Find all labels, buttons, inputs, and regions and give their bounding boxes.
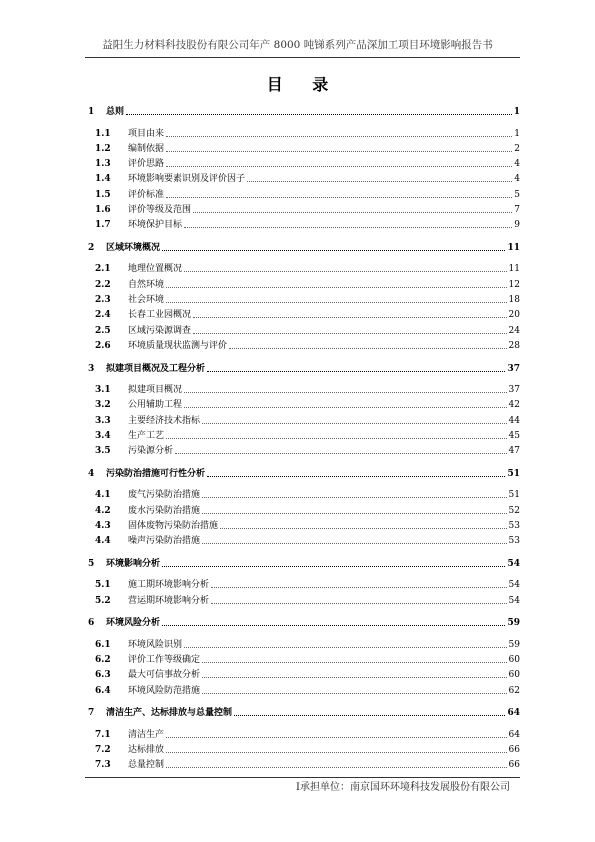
page-footer — [296, 781, 510, 795]
toc-dot-leader — [166, 136, 512, 137]
toc-page-number: 47 — [508, 446, 520, 457]
table-of-contents — [85, 103, 520, 771]
toc-section-row — [85, 155, 520, 170]
toc-section-number: 3.3 — [95, 415, 111, 426]
toc-dot-leader — [202, 513, 507, 514]
toc-section-title: 评价等级及范围 — [128, 205, 192, 216]
toc-page-number: 62 — [508, 685, 520, 696]
toc-page-number: 60 — [508, 655, 520, 665]
toc-chapter-number: 1 — [88, 107, 95, 118]
toc-section-row — [85, 442, 520, 457]
toc-page-number: 51 — [508, 490, 520, 501]
toc-section-title: 施工期环境影响分析 — [128, 580, 210, 591]
toc-dot-leader — [184, 407, 507, 408]
toc-page-number: 45 — [508, 430, 520, 441]
toc-dot-leader — [202, 693, 507, 694]
toc-dot-leader — [184, 227, 512, 228]
toc-chapter-row — [85, 465, 520, 480]
toc-section-title: 清洁生产 — [128, 729, 165, 740]
toc-page-number: 64 — [508, 729, 520, 740]
toc-page-number: 52 — [508, 505, 520, 516]
toc-page-number: 9 — [514, 220, 520, 231]
toc-section-number: 6.4 — [95, 685, 111, 696]
toc-section-number: 7.3 — [95, 760, 111, 771]
toc-section-number: 3.1 — [95, 385, 111, 396]
toc-section-row — [85, 396, 520, 411]
toc-section-number: 2.3 — [95, 295, 111, 306]
toc-dot-leader — [207, 476, 505, 477]
toc-dot-leader — [166, 767, 507, 768]
toc-section-row — [85, 576, 520, 591]
toc-dot-leader — [247, 181, 512, 182]
toc-section-row — [85, 591, 520, 606]
toc-page-number: 42 — [508, 400, 520, 411]
toc-section-title: 社会环境 — [128, 295, 165, 306]
toc-section-row — [85, 635, 520, 650]
toc-dot-leader — [175, 453, 507, 454]
toc-chapter-title: 区域环境概况 — [106, 243, 161, 254]
toc-dot-leader — [184, 647, 507, 648]
toc-section-title: 生产工艺 — [128, 430, 165, 441]
toc-section-number: 3.4 — [95, 430, 111, 441]
page-number-label: I — [296, 782, 300, 793]
toc-section-row — [85, 201, 520, 216]
toc-page-number: 66 — [508, 760, 520, 771]
toc-page-number: 44 — [508, 415, 520, 426]
toc-dot-leader — [220, 528, 507, 529]
toc-dot-leader — [202, 662, 507, 663]
toc-chapter-row — [85, 704, 520, 719]
toc-section-title: 总量控制 — [128, 760, 165, 771]
toc-page-number: 60 — [508, 670, 520, 681]
toc-page-number: 11 — [508, 264, 520, 275]
toc-chapter-row — [85, 359, 520, 374]
toc-page-number: 20 — [508, 310, 520, 321]
toc-section-title: 污染源分析 — [128, 446, 174, 457]
toc-heading: 目 录 — [266, 75, 341, 94]
toc-section-row — [85, 170, 520, 185]
toc-chapter-title: 环境影响分析 — [106, 559, 161, 570]
toc-section-row — [85, 725, 520, 740]
toc-section-row — [85, 306, 520, 321]
toc-section-title: 自然环境 — [128, 279, 165, 290]
toc-section-title: 环境质量现状监测与评价 — [128, 340, 228, 351]
toc-chapter-number: 4 — [88, 469, 95, 480]
toc-dot-leader — [193, 333, 507, 334]
toc-section-title: 公用辅助工程 — [128, 400, 183, 411]
toc-page-number: 37 — [508, 385, 520, 396]
toc-section-title: 主要经济技术指标 — [128, 415, 201, 426]
toc-section-title: 环境风险防范措施 — [128, 685, 201, 696]
toc-dot-leader — [166, 302, 507, 303]
toc-section-row — [85, 185, 520, 200]
toc-page-number: 37 — [507, 363, 520, 374]
toc-section-row — [85, 321, 520, 336]
toc-section-number: 3.2 — [95, 400, 111, 411]
toc-page-number: 1 — [513, 107, 520, 118]
toc-section-number: 6.1 — [95, 639, 111, 650]
toc-dot-leader — [162, 625, 505, 626]
toc-dot-leader — [202, 497, 507, 498]
toc-page-number: 59 — [507, 618, 520, 629]
toc-section-row — [85, 532, 520, 547]
toc-dot-leader — [166, 166, 512, 167]
toc-section-row — [85, 291, 520, 306]
toc-chapter-title: 清洁生产、达标排放与总量控制 — [106, 708, 233, 719]
toc-section-row — [85, 216, 520, 231]
toc-chapter-number: 5 — [88, 559, 95, 570]
toc-section-title: 区域污染源调查 — [128, 325, 192, 336]
toc-page-number: 12 — [508, 279, 520, 290]
toc-section-title: 环境影响要素识别及评价因子 — [128, 174, 246, 185]
toc-page-number: 4 — [514, 159, 520, 170]
toc-page-number: 53 — [508, 536, 520, 547]
toc-section-number: 5.1 — [95, 580, 111, 591]
toc-chapter-row — [85, 239, 520, 254]
toc-page-number: 64 — [507, 708, 520, 719]
toc-dot-leader — [207, 371, 505, 372]
toc-section-row — [85, 666, 520, 681]
toc-section-title: 噪声污染防治措施 — [128, 536, 201, 547]
toc-dot-leader — [193, 317, 507, 318]
toc-section-number: 4.3 — [95, 520, 111, 531]
toc-section-number: 1.4 — [95, 174, 111, 185]
toc-dot-leader — [126, 114, 512, 115]
toc-section-row — [85, 260, 520, 275]
toc-section-number: 1.3 — [95, 159, 111, 170]
toc-page-number: 24 — [508, 325, 520, 336]
footer-rule — [85, 777, 520, 778]
toc-section-title: 最大可信事故分析 — [128, 670, 201, 681]
footer-organization: 承担单位：南京国环环境科技发展股份有限公司 — [300, 782, 510, 793]
toc-section-row — [85, 501, 520, 516]
toc-section-title: 环境风险识别 — [128, 639, 183, 650]
toc-dot-leader — [211, 603, 507, 604]
toc-section-number: 2.4 — [95, 310, 111, 321]
toc-section-number: 4.1 — [95, 490, 111, 501]
toc-page-number: 18 — [508, 295, 520, 306]
toc-section-number: 1.7 — [95, 220, 111, 231]
toc-dot-leader — [166, 151, 512, 152]
toc-dot-leader — [202, 423, 507, 424]
toc-dot-leader — [229, 348, 507, 349]
toc-section-title: 废气污染防治措施 — [128, 490, 201, 501]
toc-section-number: 4.4 — [95, 536, 111, 547]
toc-section-row — [85, 651, 520, 666]
toc-section-row — [85, 411, 520, 426]
toc-chapter-row — [85, 614, 520, 629]
toc-page-number: 11 — [507, 243, 520, 254]
toc-section-title: 废水污染防治措施 — [128, 505, 201, 516]
toc-section-number: 7.2 — [95, 744, 111, 755]
toc-section-title: 评价思路 — [128, 159, 165, 170]
toc-section-row — [85, 124, 520, 139]
toc-section-number: 1.2 — [95, 143, 111, 154]
toc-section-number: 5.2 — [95, 595, 111, 606]
toc-page-number: 59 — [508, 639, 520, 650]
toc-dot-leader — [166, 287, 507, 288]
toc-section-number: 3.5 — [95, 446, 111, 457]
toc-section-row — [85, 337, 520, 352]
toc-section-title: 评价标准 — [128, 189, 165, 200]
toc-chapter-title: 拟建项目概况及工程分析 — [106, 363, 206, 374]
toc-chapter-number: 6 — [88, 618, 95, 629]
toc-section-number: 2.1 — [95, 264, 111, 275]
toc-section-title: 营运期环境影响分析 — [128, 595, 210, 606]
toc-chapter-row — [85, 103, 520, 118]
toc-section-row — [85, 741, 520, 756]
toc-page-number: 7 — [514, 205, 520, 216]
toc-section-row — [85, 681, 520, 696]
toc-section-number: 6.3 — [95, 670, 111, 681]
toc-chapter-number: 7 — [88, 708, 95, 719]
toc-section-row — [85, 517, 520, 532]
toc-section-number: 6.2 — [95, 655, 111, 665]
toc-dot-leader — [166, 197, 512, 198]
toc-section-number: 1.5 — [95, 189, 111, 200]
toc-page-number: 2 — [514, 143, 520, 154]
toc-chapter-number: 2 — [88, 243, 95, 254]
toc-section-title: 长春工业园概况 — [128, 310, 192, 321]
toc-chapter-row — [85, 555, 520, 570]
toc-dot-leader — [162, 566, 505, 567]
toc-page-number: 28 — [508, 340, 520, 351]
toc-dot-leader — [166, 737, 507, 738]
toc-dot-leader — [202, 543, 507, 544]
toc-section-number: 1.6 — [95, 205, 111, 216]
toc-dot-leader — [166, 752, 507, 753]
toc-section-title: 地理位置概况 — [128, 264, 183, 275]
toc-section-number: 2.5 — [95, 325, 111, 336]
toc-section-number: 2.2 — [95, 279, 111, 290]
toc-section-title: 固体废物污染防治措施 — [128, 520, 219, 531]
toc-chapter-title: 环境风险分析 — [106, 618, 161, 629]
toc-dot-leader — [184, 392, 507, 393]
toc-chapter-title: 污染防治措施可行性分析 — [106, 469, 206, 480]
toc-section-number: 7.1 — [95, 729, 111, 740]
header-rule — [85, 57, 520, 58]
toc-dot-leader — [211, 587, 507, 588]
toc-section-title: 环境保护目标 — [128, 220, 183, 231]
toc-page-number: 53 — [508, 520, 520, 531]
running-header: 益阳生力材料科技股份有限公司年产 8000 吨锑系列产品深加工项目环境影响报告书 — [102, 39, 493, 51]
toc-section-title: 达标排放 — [128, 744, 165, 755]
toc-dot-leader — [162, 250, 505, 251]
toc-dot-leader — [193, 212, 512, 213]
toc-section-row — [85, 275, 520, 290]
toc-section-number: 1.1 — [95, 128, 111, 139]
toc-page-number: 54 — [508, 595, 520, 606]
toc-dot-leader — [184, 271, 507, 272]
toc-page-number: 51 — [507, 469, 520, 480]
toc-section-row — [85, 486, 520, 501]
toc-section-number: 2.6 — [95, 340, 111, 351]
toc-dot-leader — [166, 438, 507, 439]
toc-page-number: 66 — [508, 744, 520, 755]
toc-page-number: 54 — [508, 580, 520, 591]
toc-page-number: 5 — [514, 189, 520, 200]
toc-page-number: 54 — [507, 559, 520, 570]
toc-chapter-title: 总则 — [106, 107, 125, 118]
toc-page-number: 4 — [514, 174, 520, 185]
toc-section-row — [85, 381, 520, 396]
toc-section-title: 项目由来 — [128, 128, 165, 139]
toc-section-row — [85, 427, 520, 442]
toc-dot-leader — [234, 715, 505, 716]
toc-section-number: 4.2 — [95, 505, 111, 516]
toc-dot-leader — [202, 677, 507, 678]
toc-section-title: 拟建项目概况 — [128, 385, 183, 396]
toc-chapter-number: 3 — [88, 363, 95, 374]
toc-section-title: 评价工作等级确定 — [128, 655, 201, 665]
toc-section-title: 编制依据 — [128, 143, 165, 154]
toc-page-number: 1 — [514, 128, 520, 139]
toc-section-row — [85, 756, 520, 771]
toc-section-row — [85, 140, 520, 155]
